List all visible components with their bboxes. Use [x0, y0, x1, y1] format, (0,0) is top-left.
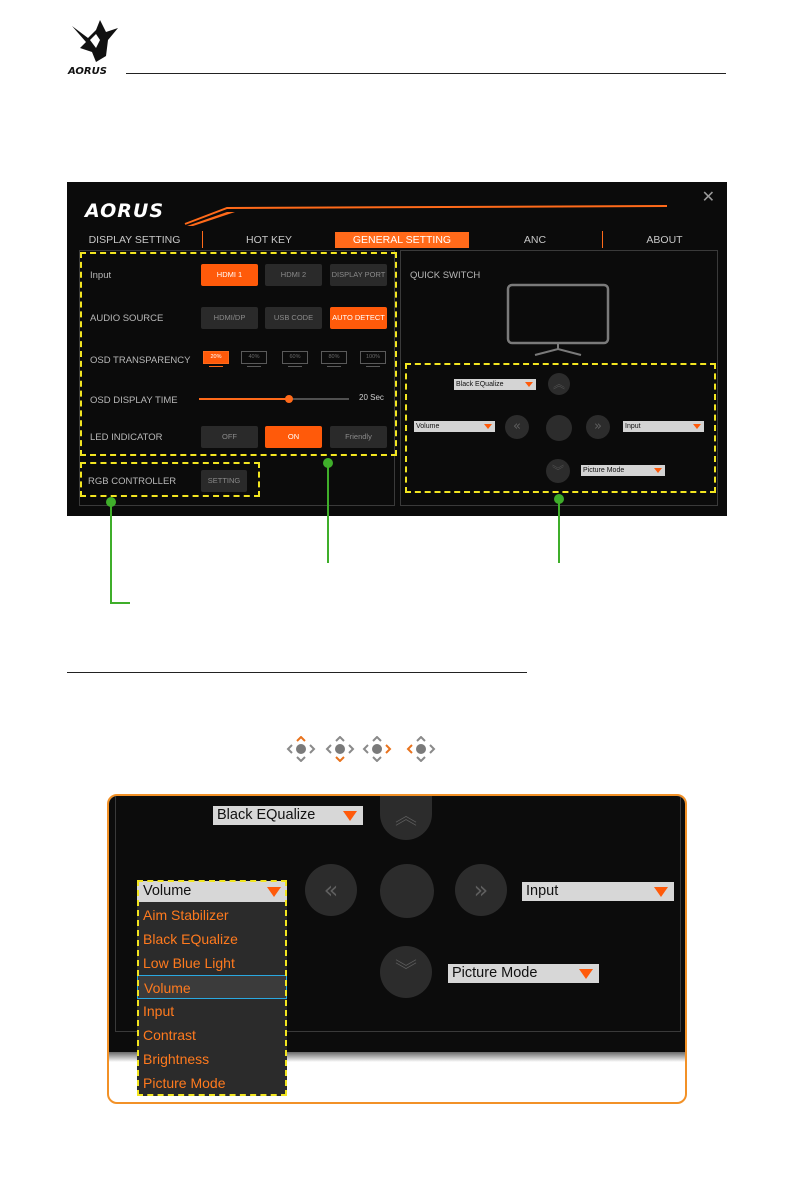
- quick-switch-left-value: Volume: [416, 423, 440, 430]
- dropdown-caret-icon: [343, 811, 357, 821]
- section-divider: [67, 672, 527, 673]
- chevron-up-icon[interactable]: ︽: [548, 373, 570, 395]
- chevron-left-icon[interactable]: «: [505, 415, 529, 439]
- rgb-controller-highlight: [80, 462, 260, 497]
- osd-display-time-label: OSD DISPLAY TIME: [90, 395, 178, 406]
- direction-left-icon: [406, 736, 436, 762]
- header-accent-stripe: [67, 182, 727, 232]
- osd-time-value: 20: [359, 393, 368, 402]
- header-divider: [126, 73, 726, 74]
- tab-separator: [602, 231, 603, 248]
- zoom-up-dropdown[interactable]: [213, 806, 363, 825]
- quick-switch-right-value: Input: [625, 423, 641, 430]
- direction-up-icon: [286, 736, 316, 762]
- osd-transparency-label: OSD TRANSPARENCY: [90, 355, 191, 366]
- callout-line-rgb: [110, 502, 112, 604]
- osd-time-unit: Sec: [370, 393, 384, 402]
- audio-autodetect-button[interactable]: AUTO DETECT: [330, 307, 387, 329]
- transparency-value: 20%: [203, 351, 229, 364]
- audio-usbcode-button[interactable]: USB CODE: [265, 307, 322, 329]
- zoom-center-button[interactable]: [380, 864, 434, 918]
- tab-general-setting[interactable]: GENERAL SETTING: [335, 232, 469, 248]
- tab-about[interactable]: ABOUT: [646, 234, 683, 246]
- dropdown-caret-icon: [579, 969, 593, 979]
- tab-anc[interactable]: ANC: [523, 234, 547, 246]
- transparency-value: 60%: [282, 351, 308, 364]
- quick-switch-title: QUICK SWITCH: [410, 270, 481, 281]
- dropdown-option[interactable]: Picture Mode: [143, 1075, 226, 1091]
- dropdown-option[interactable]: Contrast: [143, 1027, 196, 1043]
- app-logo: AORUS: [85, 200, 165, 222]
- audio-hdmidp-button[interactable]: HDMI/DP: [201, 307, 258, 329]
- chevron-down-icon[interactable]: ︾: [546, 459, 570, 483]
- input-hdmi2-button[interactable]: HDMI 2: [265, 264, 322, 286]
- tab-display-setting[interactable]: DISPLAY SETTING: [88, 234, 181, 246]
- callout-line-general: [327, 463, 329, 563]
- dropdown-option[interactable]: Aim Stabilizer: [143, 907, 229, 923]
- led-friendly-button[interactable]: Friendly: [330, 426, 387, 448]
- zoom-chevron-up-icon[interactable]: ︽: [380, 796, 432, 840]
- dropdown-option[interactable]: Black EQualize: [143, 931, 238, 947]
- dropdown-option[interactable]: Input: [143, 1003, 175, 1019]
- led-indicator-label: LED INDICATOR: [90, 432, 163, 443]
- dropdown-list-highlight: [137, 880, 287, 1096]
- input-hdmi1-button[interactable]: HDMI 1: [201, 264, 258, 286]
- general-settings-highlight: [80, 252, 397, 456]
- led-on-button[interactable]: ON: [265, 426, 322, 448]
- dropdown-caret-icon: [654, 887, 668, 897]
- input-label: Input: [90, 270, 112, 281]
- aorus-eagle-logo-icon: [66, 18, 122, 76]
- zoom-chevron-left-icon[interactable]: «: [305, 864, 357, 916]
- zoom-up-value: Black EQualize: [217, 807, 316, 823]
- zoom-left-value: Volume: [143, 883, 192, 899]
- rgb-controller-label: RGB CONTROLLER: [88, 476, 177, 487]
- transparency-value: 80%: [321, 351, 347, 364]
- zoom-right-dropdown[interactable]: [522, 882, 674, 901]
- dropdown-option-selected[interactable]: Volume: [137, 975, 287, 999]
- quick-switch-highlight: [405, 363, 716, 493]
- chevron-right-icon[interactable]: »: [586, 415, 610, 439]
- zoom-right-value: Input: [526, 883, 559, 899]
- direction-right-icon: [362, 736, 392, 762]
- callout-line-quick-switch: [558, 499, 560, 563]
- quick-switch-down-value: Picture Mode: [583, 467, 625, 474]
- dropdown-option[interactable]: Brightness: [143, 1051, 210, 1067]
- zoom-down-value: Picture Mode: [452, 965, 538, 981]
- quick-switch-up-value: Black EQualize: [456, 381, 504, 388]
- close-icon[interactable]: ✕: [701, 187, 715, 206]
- led-off-button[interactable]: OFF: [201, 426, 258, 448]
- monitor-preview-icon: [505, 283, 611, 357]
- zoom-down-dropdown[interactable]: [448, 964, 599, 983]
- transparency-value: 40%: [241, 351, 267, 364]
- direction-down-icon: [325, 736, 355, 762]
- rgb-setting-button[interactable]: SETTING: [201, 470, 247, 492]
- zoom-chevron-down-icon[interactable]: ︾: [380, 946, 432, 998]
- transparency-value: 100%: [360, 351, 386, 364]
- callout-line-rgb-end: [110, 602, 130, 604]
- tab-hot-key[interactable]: HOT KEY: [246, 234, 292, 246]
- tab-separator: [202, 231, 203, 248]
- audio-source-label: AUDIO SOURCE: [90, 313, 164, 324]
- zoom-chevron-right-icon[interactable]: »: [455, 864, 507, 916]
- svg-text:AORUS: AORUS: [68, 66, 107, 76]
- dropdown-option[interactable]: Low Blue Light: [143, 955, 235, 971]
- input-displayport-button[interactable]: DISPLAY PORT: [330, 264, 387, 286]
